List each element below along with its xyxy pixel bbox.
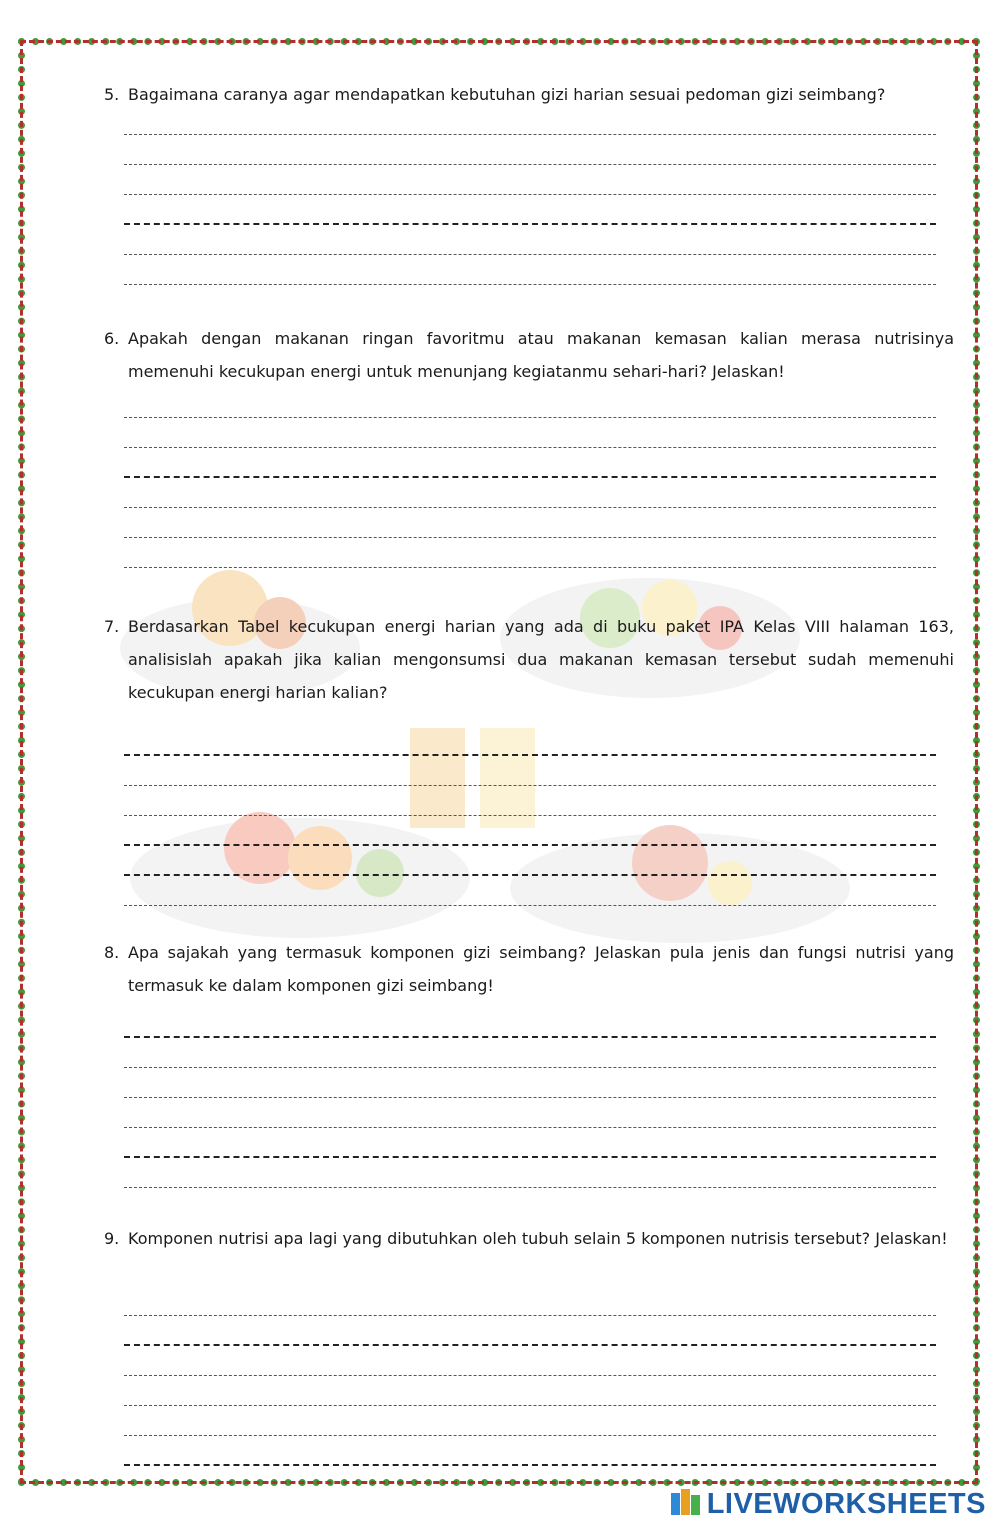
answer-area-5[interactable] — [124, 105, 936, 285]
answer-line[interactable] — [124, 105, 936, 135]
brand-name: LIVEWORKSHEETS — [706, 1487, 986, 1520]
answer-line[interactable] — [124, 1008, 936, 1038]
answer-line[interactable] — [124, 478, 936, 508]
answer-line[interactable] — [124, 195, 936, 225]
answer-line[interactable] — [124, 726, 936, 756]
question-7 — [104, 610, 954, 709]
answer-line[interactable] — [124, 1286, 936, 1316]
question-8 — [104, 936, 954, 1002]
answer-line[interactable] — [124, 388, 936, 418]
answer-line[interactable] — [124, 165, 936, 195]
question-text: Apa sajakah yang termasuk komponen gizi seimbang? Jelaskan pula jenis dan fungsi nutrisi yang termasuk ke dalam komponen gizi seimbang! — [128, 943, 954, 995]
answer-line[interactable] — [124, 1158, 936, 1188]
answer-line[interactable] — [124, 1316, 936, 1346]
answer-line[interactable] — [124, 1436, 936, 1466]
answer-area-7[interactable] — [124, 726, 936, 906]
answer-line[interactable] — [124, 1098, 936, 1128]
liveworksheets-logo-icon — [671, 1489, 701, 1519]
answer-area-6[interactable] — [124, 388, 936, 568]
answer-line[interactable] — [124, 1406, 936, 1436]
question-text: Berdasarkan Tabel kecukupan energi harian yang ada di buku paket IPA Kelas VIII halaman 163, analisislah apakah jika kalian mengonsumsi dua makanan kemasan tersebut sudah memenuhi kecukupan energi harian kalian? — [128, 617, 954, 702]
question-number: 8. — [104, 943, 120, 962]
question-text: Bagaimana caranya agar mendapatkan kebutuhan gizi harian sesuai pedoman gizi seimbang? — [128, 85, 886, 104]
answer-area-8[interactable] — [124, 1008, 936, 1188]
answer-line[interactable] — [124, 876, 936, 906]
answer-line[interactable] — [124, 508, 936, 538]
answer-line[interactable] — [124, 538, 936, 568]
question-number: 9. — [104, 1229, 120, 1248]
answer-line[interactable] — [124, 786, 936, 816]
question-number: 7. — [104, 617, 120, 636]
answer-line[interactable] — [124, 1346, 936, 1376]
question-text: Komponen nutrisi apa lagi yang dibutuhkan oleh tubuh selain 5 komponen nutrisis tersebut? Jelaskan! — [128, 1229, 948, 1248]
answer-line[interactable] — [124, 756, 936, 786]
question-text: Apakah dengan makanan ringan favoritmu atau makanan kemasan kalian merasa nutrisinya memenuhi kecukupan energi untuk menunjang kegiatanmu sehari-hari? Jelaskan! — [128, 329, 954, 381]
liveworksheets-brand[interactable] — [671, 1486, 986, 1522]
answer-line[interactable] — [124, 1128, 936, 1158]
answer-line[interactable] — [124, 816, 936, 846]
answer-line[interactable] — [124, 1376, 936, 1406]
answer-line[interactable] — [124, 225, 936, 255]
answer-line[interactable] — [124, 1068, 936, 1098]
answer-line[interactable] — [124, 448, 936, 478]
question-number: 6. — [104, 329, 120, 348]
answer-line[interactable] — [124, 418, 936, 448]
question-9 — [104, 1222, 954, 1255]
question-6 — [104, 322, 954, 388]
answer-line[interactable] — [124, 135, 936, 165]
answer-line[interactable] — [124, 1038, 936, 1068]
answer-area-9[interactable] — [124, 1286, 936, 1466]
answer-line[interactable] — [124, 255, 936, 285]
answer-line[interactable] — [124, 846, 936, 876]
question-number: 5. — [104, 85, 120, 104]
